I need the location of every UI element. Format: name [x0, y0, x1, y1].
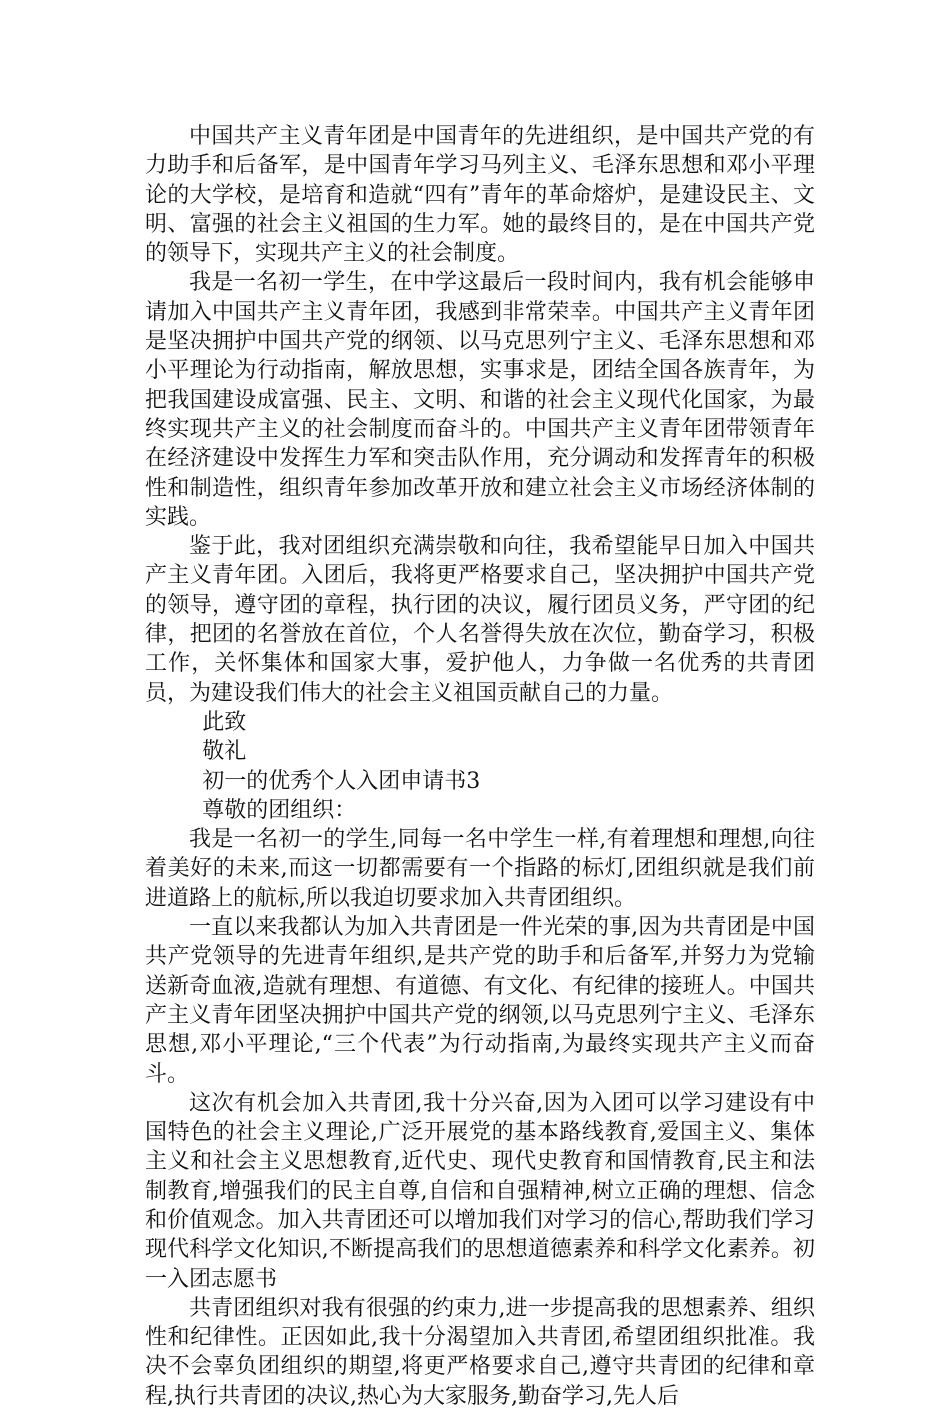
document-body [145, 122, 815, 1411]
paragraph-application: 我是一名初一学生，在中学这最后一段时间内，我有机会能够申请加入中国共产主义青年团，我感到非常荣幸。中国共产主义青年团是坚决拥护中国共产党的纲领、以马克思列宁主义、毛泽东思想和邓小平理论为行动指南，解放思想，实事求是，团结全国各族青年，为把我国建设成富强、民主、文明、和谐的社会主义现代化国家，为最终实现共产主义的社会制度而奋斗的。中国共产主义青年团带领青年在经济建设中发挥生力军和突击队作用，充分调动和发挥青年的积极性和制造性，组织青年参加改革开放和建立社会主义市场经济体制的实践。 [145, 270, 815, 530]
salutation: 尊敬的团组织： [202, 797, 357, 823]
letter-paragraph-4: 共青团组织对我有很强的约束力,进一步提高我的思想素养、组织性和纪律性。正因如此,我十分渴望加入共青团,希望团组织批准。我决不会辜负团组织的期望,将更严格要求自己,遵守共青团的纪律和章程,执行共青团的决议,热心为大家服务,勤奋学习,先人后 [145, 1295, 815, 1409]
closing-salute: 此致 [202, 709, 247, 735]
closing-regards: 敬礼 [202, 739, 247, 765]
letter-paragraph-2: 一直以来我都认为加入共青团是一件光荣的事,因为共青团是中国共产党领导的先进青年组织,是共产党的助手和后备军,并努力为党输送新奇血液,造就有理想、有道德、有文化、有纪律的接班人。中国共产主义青年团坚决拥护中国共产党的纲领,以马克思列宁主义、毛泽东思想,邓小平理论,“三个代表”为行动指南,为最终实现共产主义而奋斗。 [145, 915, 815, 1087]
letter-paragraph-1: 我是一名初一的学生,同每一名中学生一样,有着理想和理想,向往着美好的未来,而这一切都需要有一个指路的标灯,团组织就是我们前进道路上的航标,所以我迫切要求加入共青团组织。 [145, 827, 815, 911]
section-title: 初一的优秀个人入团申请书3 [202, 768, 481, 794]
paragraph-resolution: 鉴于此，我对团组织充满崇敬和向往，我希望能早日加入中国共产主义青年团。入团后，我将更严格要求自己，坚决拥护中国共产党的领导，遵守团的章程，执行团的决议，履行团员义务，严守团的纪律，把团的名誉放在首位，个人名誉得失放在次位，勤奋学习，积极工作，关怀集体和国家大事，爱护他人，力争做一名优秀的共青团员，为建设我们伟大的社会主义祖国贡献自己的力量。 [145, 534, 815, 706]
letter-paragraph-3: 这次有机会加入共青团,我十分兴奋,因为入团可以学习建设有中国特色的社会主义理论,广泛开展党的基本路线教育,爱国主义、集体主义和社会主义思想教育,近代史、现代史教育和国情教育,民主和法制教育,增强我们的民主自尊,自信和自强精神,树立正确的理想、信念和价值观念。加入共青团还可以增加我们对学习的信心,帮助我们学习现代科学文化知识,不断提高我们的思想道德素养和科学文化素养。初一入团志愿书 [145, 1090, 815, 1292]
paragraph-cyl-intro: 中国共产主义青年团是中国青年的先进组织，是中国共产党的有力助手和后备军，是中国青年学习马列主义、毛泽东思想和邓小平理论的大学校，是培育和造就“四有”青年的革命熔炉，是建设民主、文明、富强的社会主义祖国的生力军。她的最终目的，是在中国共产党的领导下，实现共产主义的社会制度。 [145, 124, 815, 267]
